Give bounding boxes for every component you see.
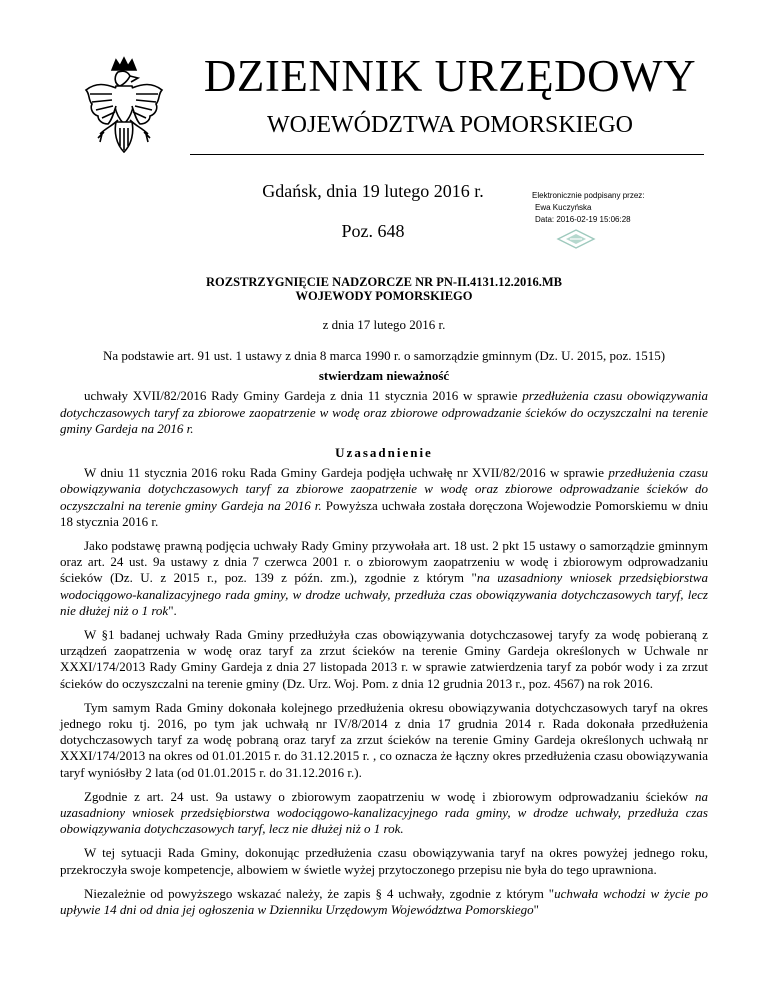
paragraph-5: Zgodnie z art. 24 ust. 9a ustawy o zbiorowym zaopatrzeniu w wodę i zbiorowym odprowadzaniu ścieków na uzasadniony wniosek przedsiębiorstwa wodociągowo-kanalizacyjnego rada gminy, w drodze uchwały, przedłuża czas obowiązywania dotychczasowych taryf, lecz nie dłużej niż o 1 rok.: [60, 788, 708, 837]
document-title-line-2: WOJEWODY POMORSKIEGO: [295, 289, 473, 303]
paragraph-2: Jako podstawę prawną podjęcia uchwały Rady Gminy przywołała art. 18 ust. 2 pkt 15 ustawy o samorządzie gminnym oraz art. 24 ust. 9a ustawy z dnia 7 czerwca 2001 r. o zbiorowym zaopatrzeniu w wodę i zbiorowym odprowadzaniu ścieków (Dz. U. z 2015 r., poz. 139 z późn. zm.), zgodnie z którym "na uzasadniony wniosek przedsiębiorstwa wodociągowo-kanalizacyjnego rada gminy, w drodze uchwały, przedłuża czas obowiązywania dotychczasowych taryf, lecz nie dłużej niż o 1 rok".: [60, 538, 708, 618]
decision-statement: stwierdzam nieważność: [318, 368, 450, 384]
paragraph-6: W tej sytuacji Rada Gminy, dokonując przedłużenia czasu obowiązywania taryf na okres powyżej jednego roku, przekroczyła swoje kompetencje, albowiem w świetle wyżej przytoczonego przepisu nie była do tego uprawniona.: [60, 845, 708, 877]
paragraph-7: Niezależnie od powyższego wskazać należy, że zapis § 4 uchwały, zgodnie z którym "uchwała wchodzi w życie po upływie 14 dni od dnia jej ogłoszenia w Dzienniku Urzędowym Województwa Pomorskiego": [60, 885, 708, 918]
document-title: [60, 275, 708, 303]
document-date: z dnia 17 lutego 2016 r.: [322, 317, 446, 332]
electronic-signature: [532, 190, 732, 226]
signature-label: Elektronicznie podpisany przez:: [532, 191, 645, 200]
journal-title: DZIENNIK URZĘDOWY: [203, 51, 697, 101]
paragraph-1: W dniu 11 stycznia 2016 roku Rada Gminy Gardeja podjęła uchwałę nr XVII/82/2016 w sprawie przedłużenia czasu obowiązywania dotychczasowych taryf za zbiorowe zaopatrzenie w wodę oraz zbiorowe odprowadzanie ścieków do oczyszczalni na terenie gminy Gardeja na 2016 r. Powyższa uchwała została doręczona Wojewodzie Pomorskiemu w dniu 18 stycznia 2016 r.: [60, 465, 708, 529]
section-heading: Uzasadnienie: [335, 445, 433, 461]
polish-eagle-emblem-icon: [78, 54, 170, 160]
journal-subtitle: WOJEWÓDZTWA POMORSKIEGO: [267, 112, 633, 138]
document-header: [0, 0, 768, 170]
signature-name: Ewa Kuczyńska: [535, 203, 592, 212]
paragraph-4: Tym samym Rada Gminy dokonała kolejnego przedłużenia okresu obowiązywania dotychczasowych taryf na okres jednego roku tj. 2016, po tym jak uchwałą nr IV/8/2014 z dnia 17 grudnia 2014 r. Rada dokonała przedłużenia dotychczasowych taryf za wodę pobraną oraz taryf za zrzut ścieków na terenie Gminy Gardeja określonych uchwałą nr XXXI/174/2013 na okres od 01.01.2015 r. do 31.12.2015 r. , co oznacza że łączny okres przedłużenia czasu obowiązywania taryf wyniósłby 2 lata (od 01.01.2015 r. do 31.12.2016 r.).: [60, 699, 708, 780]
signature-stamp-icon: [556, 228, 596, 250]
header-divider: [190, 154, 704, 155]
document-body: [60, 348, 708, 926]
legal-basis: Na podstawie art. 91 ust. 1 ustawy z dnia 8 marca 1990 r. o samorządzie gminnym (Dz. U. 2015, poz. 1515): [102, 348, 666, 363]
document-title-line-1: ROZSTRZYGNIĘCIE NADZORCZE NR PN-II.4131.12.2016.MB: [206, 275, 562, 289]
place-and-date: Gdańsk, dnia 19 lutego 2016 r.: [262, 181, 484, 201]
signature-date: Data: 2016-02-19 15:06:28: [535, 215, 631, 224]
paragraph-3: W §1 badanej uchwały Rada Gminy przedłużyła czas obowiązywania dotychczasowej taryfy za wodę pobieraną z urządzeń zaopatrzenia w wodę oraz taryf za zrzut ścieków na terenie Gminy Gardeja określonych w Uchwale nr XXXI/174/2013 Rady Gminy Gardeja z dnia 27 listopada 2013 r. w sprawie zatwierdzenia taryf za pobór wody i za zrzut ścieków do oczyszczalni na terenie gminy (Dz. Urz. Woj. Pom. z dnia 12 grudnia 2013 r., poz. 4567) na rok 2016.: [60, 627, 708, 691]
paragraph-resolution: uchwały XVII/82/2016 Rady Gminy Gardeja z dnia 11 stycznia 2016 w sprawie przedłużenia czasu obowiązywania dotychczasowych taryf za zbiorowe zaopatrzenie w wodę oraz zbiorowe odprowadzanie ścieków do oczyszczalni na terenie gminy Gardeja na 2016 r.: [60, 388, 708, 436]
position-number: Poz. 648: [341, 221, 405, 241]
